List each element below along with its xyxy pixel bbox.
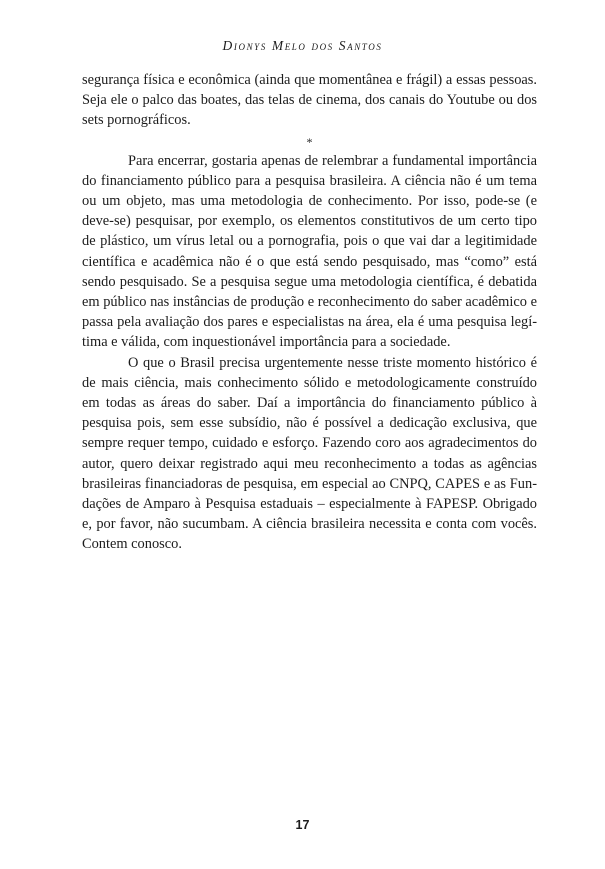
page-number: 17 <box>295 818 310 832</box>
paragraph-continuation: segurança física e econômica (ainda que momentânea e frágil) a essas pessoas. Seja ele o palco das boates, das telas de cinema, dos canais do Youtube ou dos sets pornográficos. <box>82 72 537 129</box>
body-text <box>82 70 537 555</box>
section-separator: * <box>306 134 313 149</box>
paragraph-conclusion: O que o Brasil precisa urgentemente nesse triste momento histórico é de mais ciência, mais conhecimento sólido e metodologicamente construído em todas as áreas do saber. Daí a importância do financiamento público à pesquisa pois, sem esse subsídio, não é possível a dedicação exclusiva, que sempre requer tempo, cuidado e esforço. Fazendo coro aos agradecimentos do autor, quero deixar registrado aqui meu reconhecimento a todas as agências brasileiras financiadoras de pesquisa, em especial ao CNPQ, CAPES e as Fundações de Amparo à Pesquisa estaduais – especialmente à FAPESP. Obrigado e, por favor, não sucumbam. A ciência brasileira necessita e conta com vocês. Contem conosco. <box>82 354 537 553</box>
paragraph-funding: Para encerrar, gostaria apenas de relembrar a fundamental importância do financiamento público para a pesquisa brasileira. A ciência não é um tema ou um objeto, mas uma metodologia de conhecimento. Por isso, pode-se (e deve-se) pesquisar, por exemplo, os elementos constitutivos de um certo tipo de plástico, um vírus letal ou a pornografia, pois o que vai dar a legitimidade científica e acadêmica não é o que está sendo pesquisado, mas “como” está sendo pesquisado. Se a pesquisa segue uma metodologia científica, é debatida em público nas instâncias de produção e reconhecimento do saber acadêmico e passa pela avaliação dos pares e especialistas na área, ela é uma pesquisa legítima e válida, com inquestionável importância para a sociedade. <box>82 152 537 351</box>
running-head: Dionys Melo dos Santos <box>222 38 383 53</box>
